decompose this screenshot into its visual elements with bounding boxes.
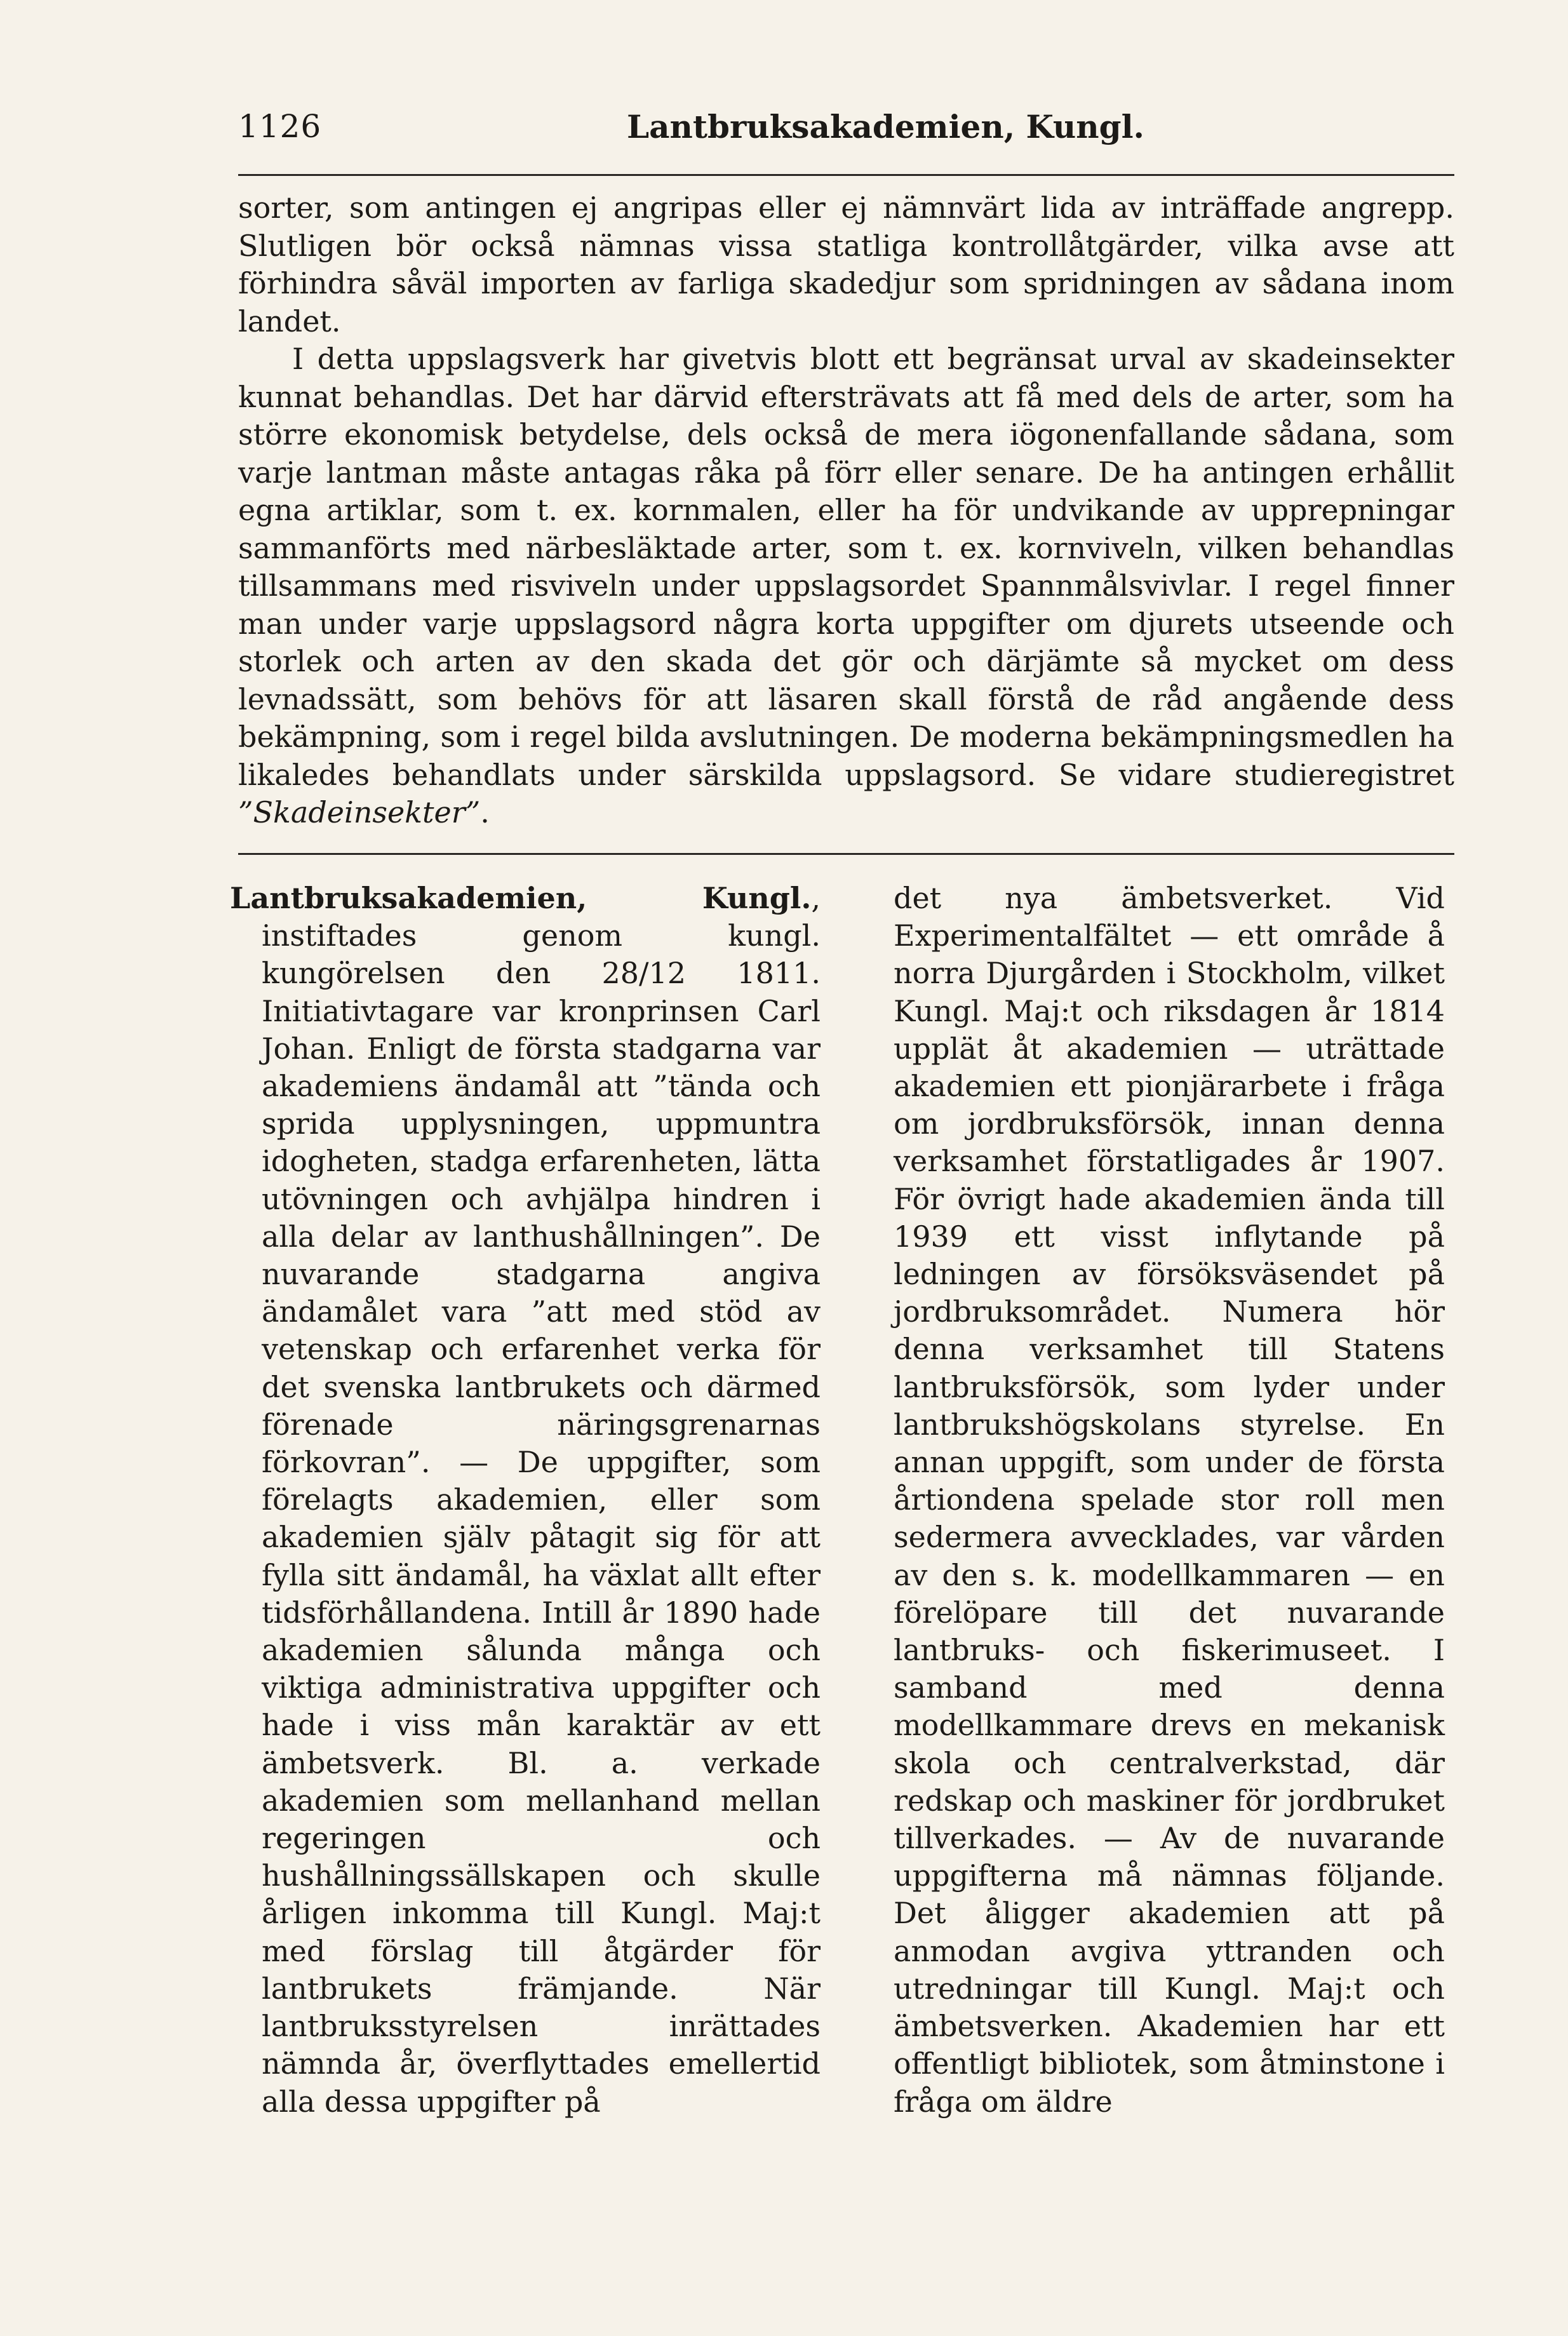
running-head: Lantbruksakademien, Kungl. (627, 108, 1144, 145)
right-column (894, 880, 1445, 2121)
intro-paragraph-2-end: . (480, 795, 490, 829)
previous-article-continuation (238, 189, 1454, 832)
intro-paragraph-1: sorter, som antingen ej angripas eller ej nämnvärt lida av inträffade angrepp. Slutligen bör också nämnas vissa statliga kontrollåtgärder, vilka avse att förhindra såväl importen av farliga skadedjur som spridningen av sådana inom landet. (238, 191, 1454, 339)
page-number: 1126 (238, 108, 322, 145)
page-header (238, 108, 1454, 152)
article-separator-rule (238, 853, 1454, 855)
intro-paragraph-2 (238, 340, 1454, 832)
left-column (230, 880, 821, 2121)
header-rule (238, 174, 1454, 176)
article-text-left: , instiftades genom kungl. kungörelsen den 28/12 1811. Initiativtagare var kronprinsen Carl Johan. Enligt de första stadgarna var akademiens ändamål att ”tända och sprida upplysningen, uppmuntra idogheten, stadga erfarenheten, lätta utövningen och avhjälpa hindren i alla delar av lanthushållningen”. De nuvarande stadgarna angiva ändamålet vara ”att med stöd av vetenskap och erfarenhet verka för det svenska lantbrukets och därmed förenade näringsgrenarnas förkovran”. — De uppgifter, som förelagts akademien, eller som akademien själv påtagit sig för att fylla sitt ändamål, ha växlat allt efter tidsförhållandena. Intill år 1890 hade akademien sålunda många och viktiga administrativa uppgifter och hade i viss mån karaktär av ett ämbetsverk. Bl. a. verkade akademien som mellanhand mellan regeringen och hushållningssällskapen och skulle årligen inkomma till Kungl. Maj:t med förslag till åtgärder för lantbrukets främjande. När lantbruksstyrelsen inrättades nämnda år, överflyttades emellertid alla dessa uppgifter på (262, 881, 821, 2119)
article-text-right: det nya ämbetsverket. Vid Experimentalfältet — ett område å norra Djurgården i Stockholm, vilket Kungl. Maj:t och riksdagen år 1814 upplät åt akademien — uträttade akademien ett pionjärarbete i fråga om jordbruksförsök, innan denna verksamhet förstatligades år 1907. För övrigt hade akademien ända till 1939 ett visst inflytande på ledningen av försöksväsendet på jordbruksområdet. Numera hör denna verksamhet till Statens lantbruksförsök, som lyder under lantbrukshögskolans styrelse. En annan uppgift, som under de första årtiondena spelade stor roll men sedermera avvecklades, var vården av den s. k. modellkammaren — en förelöpare till det nuvarande lantbruks- och fiskerimuseet. I samband med denna modellkammare drevs en mekanisk skola och centralverkstad, där redskap och maskiner för jordbruket tillverkades. — Av de nuvarande uppgifterna må nämnas följande. Det åligger akademien att på anmodan avgiva yttranden och utredningar till Kungl. Maj:t och ämbetsverken. Akademien har ett offentligt bibliotek, som åtminstone i fråga om äldre (894, 881, 1445, 2119)
cross-reference: ”Skadeinsekter” (238, 795, 481, 829)
article-entry (230, 880, 821, 2121)
intro-paragraph-2-text: I detta uppslagsverk har givetvis blott ett begränsat urval av skadeinsekter kunnat behandlas. Det har därvid eftersträvats att få med dels de arter, som ha större ekonomisk betydelse, dels också de mera iögonenfallande sådana, som varje lantman måste antagas råka på förr eller senare. De ha antingen erhållit egna artiklar, som t. ex. kornmalen, eller ha för undvikande av upprepningar sammanförts med närbesläktade arter, som t. ex. kornviveln, vilken behandlas tillsammans med risviveln under uppslagsordet Spannmålsvivlar. I regel finner man under varje uppslagsord några korta uppgifter om djurets utseende och storlek och arten av den skada det gör och därjämte så mycket om dess levnadssätt, som behövs för att läsaren skall förstå de råd angående dess bekämpning, som i regel bilda avslutningen. De moderna bekämpningsmedlen ha likaledes behandlats under särskilda uppslagsord. Se vidare studieregistret (238, 342, 1454, 792)
article-headword: Lantbruksakademien, Kungl. (230, 881, 812, 915)
